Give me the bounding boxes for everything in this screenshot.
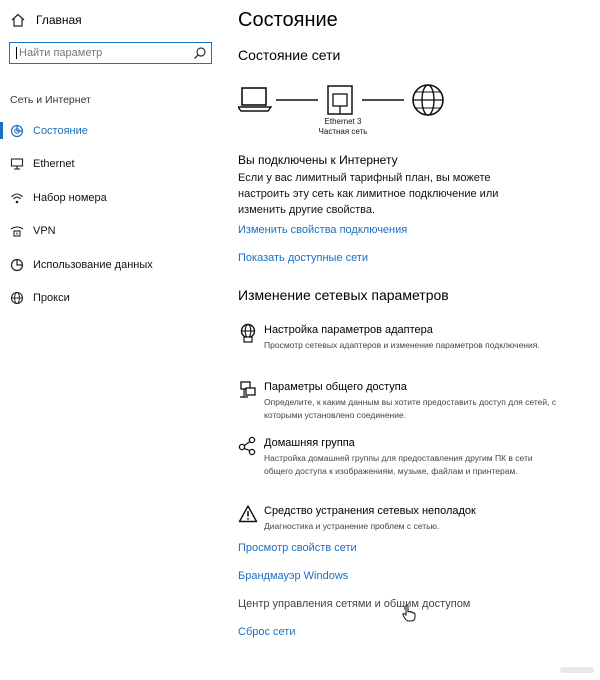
main-content [238,0,593,680]
sidebar-item-ethernet[interactable] [0,148,225,182]
setting-description: Определите, к каким данным вы хотите предоставить доступ для сетей, с которыми установлено соединение. [264,397,557,420]
internet-globe-icon [413,85,443,115]
sidebar [0,0,225,680]
network-status-heading: Состояние сети [238,47,341,63]
change-network-settings-heading: Изменение сетевых параметров [238,287,449,303]
search-icon[interactable] [193,46,207,60]
sharing-icon [238,380,258,400]
setting-description: Просмотр сетевых адаптеров и изменение параметров подключения. [264,340,540,350]
adapter-name: Ethernet 3 [324,117,362,126]
connection-status-description: Если у вас лимитный тарифный план, вы можете настроить эту сеть как лимитное подключение или изменить другие свойства. [238,172,499,216]
search-placeholder: Найти параметр [19,47,103,59]
sidebar-item-label: Состояние [33,124,88,137]
adapter-settings-item[interactable] [238,323,558,352]
network-type: Частная сеть [318,127,368,136]
home-link[interactable] [10,10,82,30]
data-usage-icon [10,258,24,272]
status-icon [10,124,24,138]
laptop-icon [238,88,271,111]
search-input[interactable] [9,42,212,64]
warning-icon [238,504,258,524]
windows-firewall-link[interactable]: Брандмауэр Windows [238,570,349,582]
hand-cursor-icon [402,604,416,622]
text-caret [16,47,17,59]
sidebar-item-label: VPN [33,225,56,238]
homegroup-icon [238,436,258,456]
adapter-icon [238,323,258,343]
sidebar-item-status[interactable] [0,114,225,148]
setting-title: Средство устранения сетевых неполадок [264,505,476,517]
show-available-networks-link[interactable]: Показать доступные сети [238,252,369,264]
setting-title: Настройка параметров адаптера [264,324,433,336]
sharing-options-item[interactable] [238,380,558,422]
network-troubleshooter-item[interactable] [238,504,558,533]
globe-icon [10,291,24,305]
ethernet-icon [10,157,24,171]
ethernet-adapter-icon [328,86,352,114]
home-label: Главная [36,13,82,27]
watermark-logo [560,665,594,675]
view-network-properties-link[interactable]: Просмотр свойств сети [238,542,357,554]
sidebar-item-vpn[interactable] [0,215,225,249]
sidebar-item-data-usage[interactable] [0,248,225,282]
section-title: Сеть и Интернет [10,94,91,106]
home-icon [10,12,26,28]
page-title: Состояние [238,9,338,31]
setting-description: Диагностика и устранение проблем с сетью. [264,521,440,531]
sidebar-item-proxy[interactable] [0,282,225,316]
network-reset-link[interactable]: Сброс сети [238,626,296,638]
setting-title: Параметры общего доступа [264,381,407,393]
sidebar-item-label: Использование данных [33,258,153,271]
change-connection-properties-link[interactable]: Изменить свойства подключения [238,224,408,236]
network-sharing-center-link[interactable]: Центр управления сетями и общим доступом [238,598,471,610]
sidebar-item-dialup[interactable] [0,181,225,215]
dialup-icon [10,191,24,205]
setting-description: Настройка домашней группы для предоставления другим ПК в сети общего доступа к изображениям, музыке, файлам и принтерам. [264,453,533,476]
adapter-label [313,117,373,137]
sidebar-nav [0,114,225,315]
setting-title: Домашняя группа [264,437,355,449]
connection-status-title: Вы подключены к Интернету [238,153,398,167]
homegroup-item[interactable] [238,436,558,478]
sidebar-item-label: Набор номера [33,191,107,204]
sidebar-item-label: Прокси [33,292,70,305]
vpn-icon [10,224,24,238]
sidebar-item-label: Ethernet [33,158,75,171]
